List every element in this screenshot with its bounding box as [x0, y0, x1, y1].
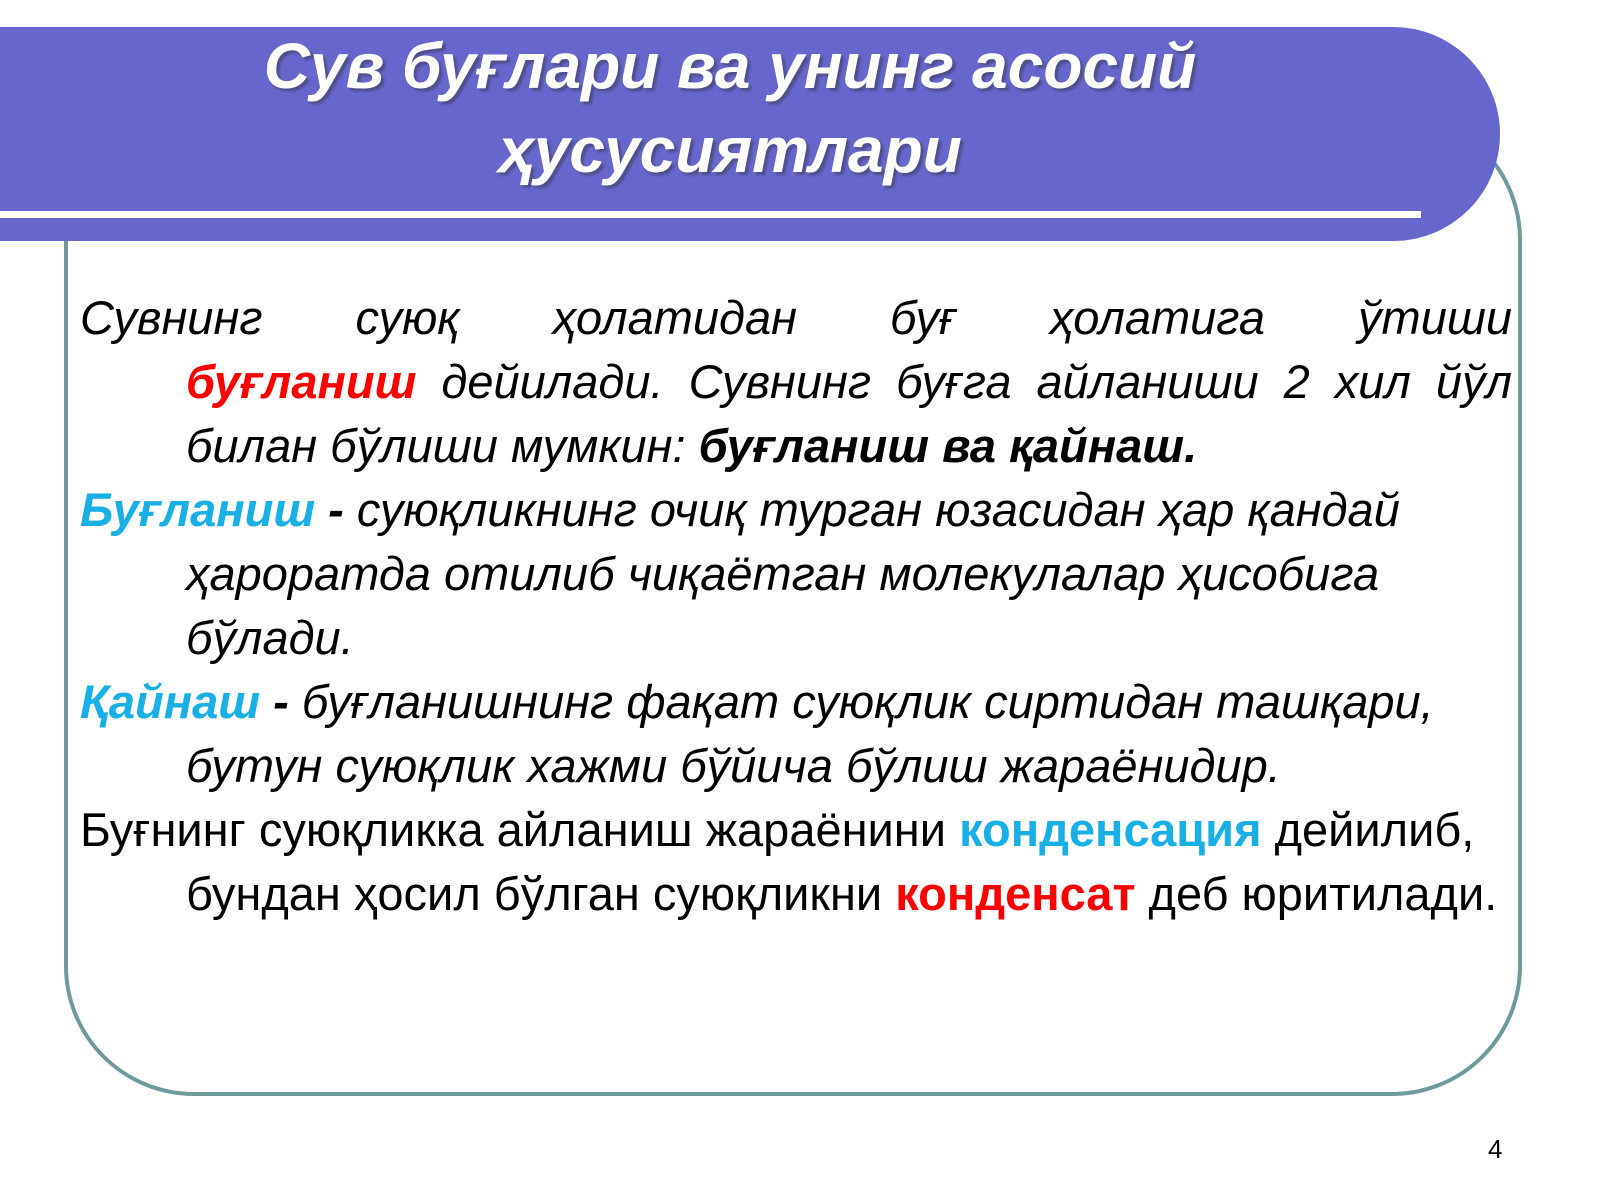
- paragraph-1-emphasis: буғланиш ва қайнаш.: [698, 419, 1198, 472]
- slide-title-line-2: ҳусусиятлари: [498, 114, 962, 186]
- slide-title-line-1: Сув буғлари ва унинг асосий: [263, 30, 1197, 102]
- paragraph-2-dash: -: [315, 483, 357, 536]
- paragraph-4-lead: Буғнинг суюқликка айланиш жараёнини: [80, 803, 960, 856]
- term-evaporation-red: буғланиш: [186, 355, 417, 408]
- paragraph-2-definition: суюқликнинг очиқ турган юзасидан ҳар қандай ҳароратда отилиб чиқаётган молекулалар ҳисобига бўлади.: [186, 483, 1400, 664]
- paragraph-4-middle: дейилиб, бундан ҳосил бўлган суюқликни: [186, 803, 1475, 920]
- paragraph-4-tail: деб юритилади.: [1135, 867, 1498, 920]
- slide-title: [0, 24, 1460, 192]
- term-boiling-cyan: Қайнаш: [80, 675, 261, 728]
- paragraph-evaporation: [80, 478, 1512, 670]
- paragraph-condensation: [80, 798, 1512, 926]
- paragraph-1-text: дейилади. Сувнинг буғга айланиши 2 хил йўл билан бўлиши мумкин:: [186, 355, 1512, 472]
- paragraph-definition-evaporation: [80, 286, 1512, 478]
- paragraph-3-definition: буғланишнинг фақат суюқлик сиртидан ташқари, бутун суюқлик хажми бўйича бўлиш жараёнидир.: [186, 675, 1434, 792]
- slide-body: [80, 286, 1512, 926]
- title-underline: [0, 211, 1421, 218]
- term-condensation: конденсация: [959, 803, 1262, 856]
- page-number: 4: [1488, 1134, 1503, 1164]
- paragraph-1-first-line: Сувнинг суюқ ҳолатидан буғ ҳолатига ўтиши: [80, 291, 1512, 344]
- term-evaporation-cyan: Буғланиш: [80, 483, 316, 536]
- paragraph-3-dash: -: [260, 675, 302, 728]
- paragraph-boiling: [80, 670, 1512, 798]
- term-condensate: конденсат: [895, 867, 1136, 920]
